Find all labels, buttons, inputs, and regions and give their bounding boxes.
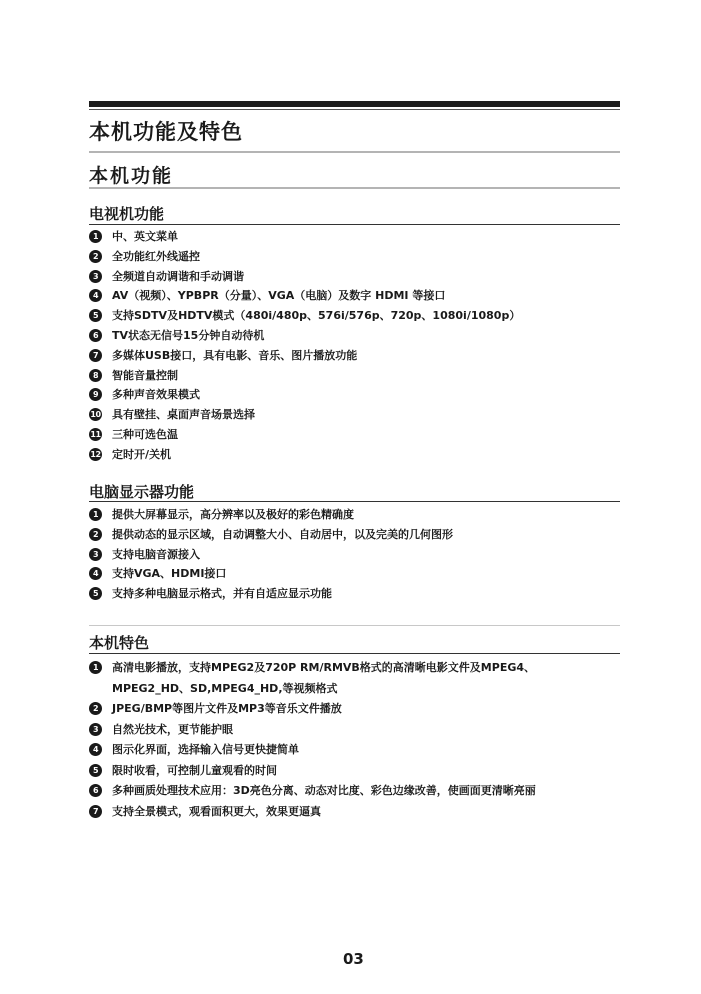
item-text: 中、英文菜单 xyxy=(112,230,178,243)
number-badge: 12 xyxy=(90,449,101,459)
number-badge: 6 xyxy=(89,784,102,797)
number-badge: 4 xyxy=(89,743,102,756)
features-heading: 本机特色 xyxy=(89,634,150,652)
item-text: AV（视频）、YPBPR（分量）、VGA（电脑）及数字 HDMI 等接口 xyxy=(112,289,446,303)
item-text: 提供动态的显示区域，自动调整大小、自动居中，以及完美的几何图形 xyxy=(112,527,453,541)
number-badge: 5 xyxy=(89,764,102,777)
number-badge: 10 xyxy=(90,410,101,420)
item-text: 多种画质处理技术应用：3D亮色分离、动态对比度、彩色边缘改善，使画面更清晰亮丽 xyxy=(112,784,536,797)
number-badge: 4 xyxy=(89,289,102,302)
item-text: 支持SDTV及HDTV模式（480i/480p、576i/576p、720p、1080i/1080p） xyxy=(112,309,521,323)
number-badge: 1 xyxy=(89,230,102,243)
item-text: 智能音量控制 xyxy=(112,368,178,382)
number-badge: 4 xyxy=(89,567,102,580)
item-text xyxy=(112,658,535,699)
number-badge: 3 xyxy=(89,723,102,736)
number-badge: 7 xyxy=(89,349,102,362)
item-text: 多种声音效果模式 xyxy=(112,388,200,402)
number-badge: 1 xyxy=(89,508,102,521)
item-text: 三种可选色温 xyxy=(112,427,178,441)
number-badge: 5 xyxy=(89,309,102,322)
number-badge: 8 xyxy=(89,369,102,382)
item-text: 提供大屏幕显示，高分辨率以及极好的彩色精确度 xyxy=(112,508,354,521)
item-text: TV状态无信号15分钟自动待机 xyxy=(112,328,265,342)
section-title: 本机功能 xyxy=(89,165,174,187)
top-thin-rule xyxy=(89,109,620,110)
page-number: 03 xyxy=(343,950,364,968)
item-text: 定时开/关机 xyxy=(112,447,172,461)
section-divider xyxy=(89,187,620,189)
item-text: 全功能红外线遥控 xyxy=(112,249,200,263)
item-text: 限时收看，可控制儿童观看的时间 xyxy=(112,763,277,777)
item-text: 支持电脑音源接入 xyxy=(112,547,200,561)
number-badge: 3 xyxy=(89,270,102,283)
item-text: 具有壁挂、桌面声音场景选择 xyxy=(112,408,255,422)
number-badge: 11 xyxy=(90,429,101,439)
tv-functions-heading: 电视机功能 xyxy=(89,205,165,223)
page-title: 本机功能及特色 xyxy=(89,120,243,144)
number-badge: 7 xyxy=(89,805,102,818)
number-badge: 3 xyxy=(89,548,102,561)
pc-functions-underline xyxy=(89,501,620,502)
item-text: 支持多种电脑显示格式，并有自适应显示功能 xyxy=(112,587,332,601)
title-divider xyxy=(89,151,620,153)
item-text-line: 高清电影播放，支持MPEG2及720P RM/RMVB格式的高清晰电影文件及MPEG4、 xyxy=(112,661,536,674)
item-text-line: MPEG2_HD、SD,MPEG4_HD,等视频格式 xyxy=(112,681,338,695)
features-top-divider xyxy=(89,625,620,626)
item-text: 支持全景模式，观看面积更大，效果更逼真 xyxy=(112,804,321,818)
item-text: 支持VGA、HDMI接口 xyxy=(112,567,227,581)
features-underline xyxy=(89,653,620,654)
item-text: 自然光技术，更节能护眼 xyxy=(112,722,233,736)
number-badge: 5 xyxy=(89,587,102,600)
item-text: 多媒体USB接口，具有电影、音乐、图片播放功能 xyxy=(112,348,358,362)
top-thick-rule xyxy=(89,101,620,107)
item-text: JPEG/BMP等图片文件及MP3等音乐文件播放 xyxy=(112,702,342,715)
tv-functions-underline xyxy=(89,224,620,225)
number-badge: 2 xyxy=(89,528,102,541)
item-text: 全频道自动调谐和手动调谐 xyxy=(112,269,244,283)
number-badge: 6 xyxy=(89,329,102,342)
item-text: 图示化界面，选择输入信号更快捷简单 xyxy=(112,743,299,756)
pc-functions-heading: 电脑显示器功能 xyxy=(89,483,195,501)
number-badge: 2 xyxy=(89,702,102,715)
number-badge: 2 xyxy=(89,250,102,263)
number-badge: 1 xyxy=(89,661,102,674)
number-badge: 9 xyxy=(89,388,102,401)
